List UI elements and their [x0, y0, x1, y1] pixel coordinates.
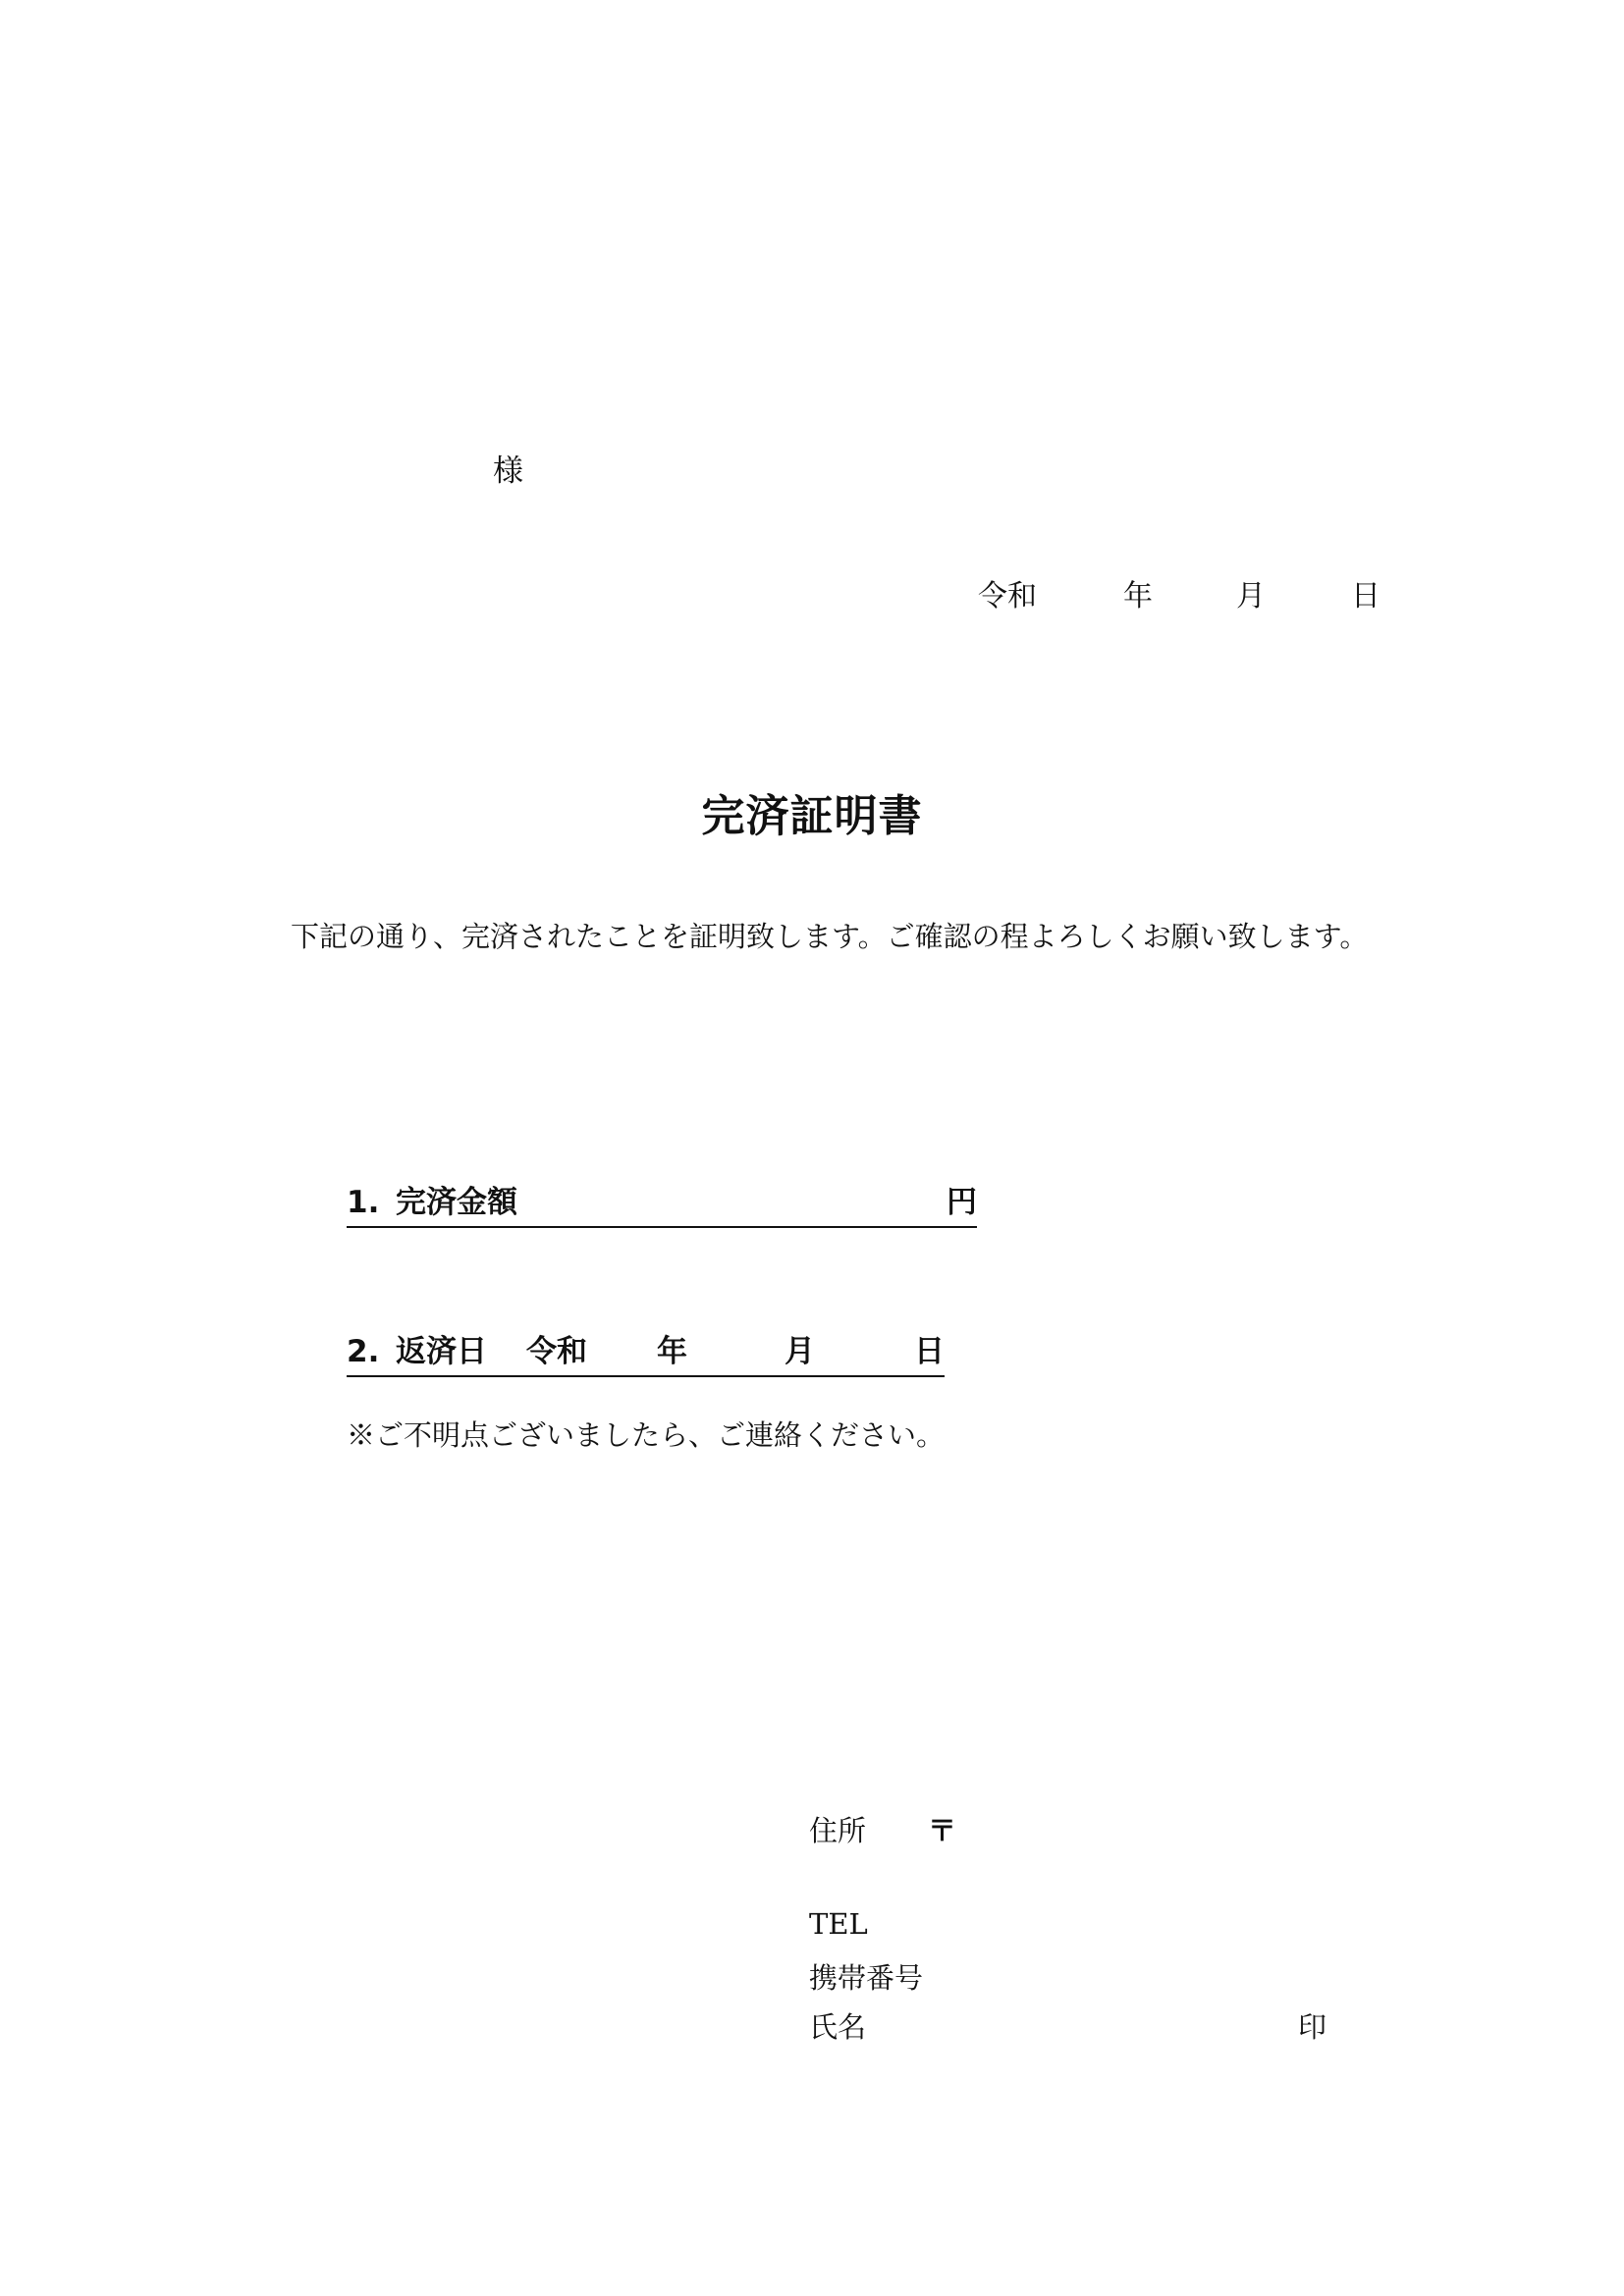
document-title: 完済証明書 — [701, 791, 923, 841]
item-amount-label: 完済金額 — [396, 1185, 517, 1220]
tel-label: TEL — [809, 1907, 868, 1941]
addressee-suffix: 様 — [493, 454, 523, 489]
item-repayment-date — [347, 1332, 945, 1377]
item-repayment-month: 月 — [785, 1334, 815, 1369]
contact-note: ※ご不明点ございましたら、ご連絡ください。 — [347, 1418, 946, 1452]
item-amount-unit: 円 — [947, 1185, 977, 1220]
address-label: 住所 — [809, 1814, 867, 1847]
mobile-label: 携帯番号 — [809, 1961, 924, 1995]
item-repayment-label: 返済日 — [396, 1334, 487, 1369]
item-repayment-era: 令和 — [526, 1334, 587, 1369]
issue-date-day: 日 — [1351, 579, 1380, 614]
issue-date-year: 年 — [1123, 579, 1153, 614]
item-repayment-number: 2. — [347, 1334, 380, 1369]
issue-date-month: 月 — [1236, 579, 1266, 614]
issue-date-era: 令和 — [978, 579, 1037, 614]
name-label: 氏名 — [809, 2010, 867, 2044]
seal-label: 印 — [1298, 2010, 1327, 2044]
item-repayment-year: 年 — [657, 1334, 687, 1369]
item-repayment-day: 日 — [914, 1334, 945, 1369]
intro-text: 下記の通り、完済されたことを証明致します。ご確認の程よろしくお願い致します。 — [291, 920, 1369, 953]
item-amount — [347, 1183, 977, 1228]
postal-mark-icon: 〒 — [928, 1814, 957, 1847]
item-amount-number: 1. — [347, 1185, 380, 1220]
